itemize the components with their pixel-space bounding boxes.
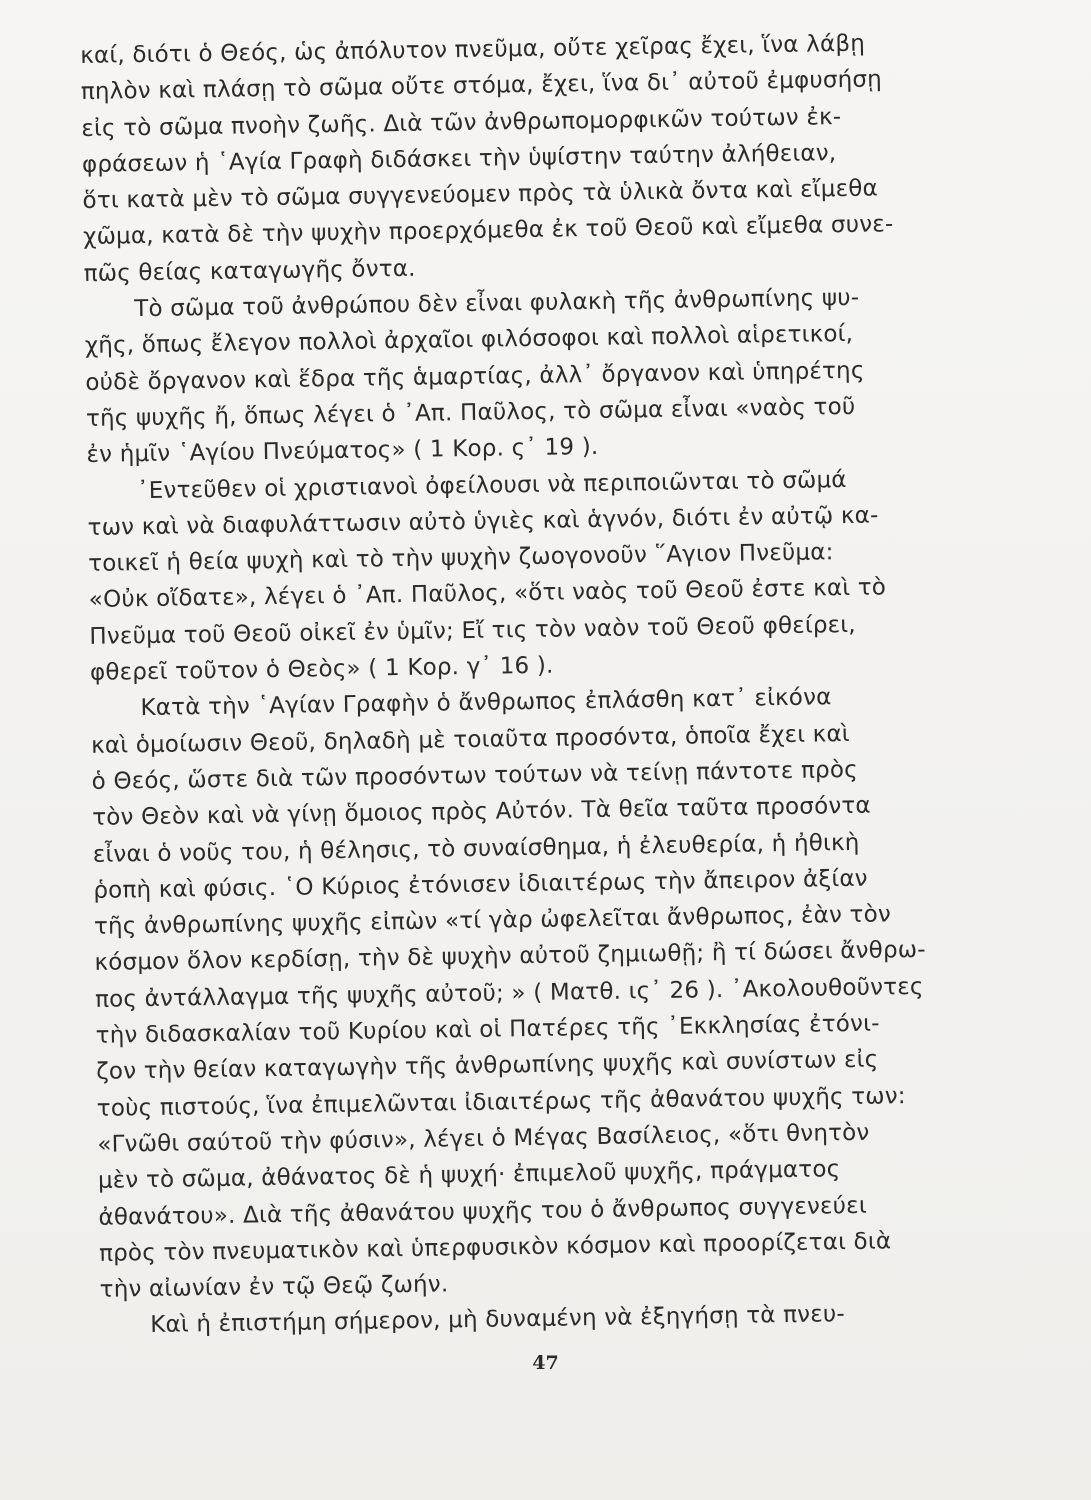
- text-line: τὴν αἰωνίαν ἐν τῷ Θεῷ ζωήν.: [99, 1271, 449, 1303]
- text-line: τῆς ἀνθρωπίνης ψυχῆς εἰπὼν «τί γὰρ ὠφελεῖται ἄνθρωπος, ἐὰν τὸν: [93, 901, 892, 941]
- paragraph-start-line: Κατὰ τὴν ῾Αγίαν Γραφὴν ὁ ἄνθρωπος ἐπλάσθη κατ᾽ εἰκόνα: [140, 684, 832, 722]
- paragraph-start-line: Τὸ σῶμα τοῦ ἀνθρώπου δὲν εἶναι φυλακὴ τῆς ἀνθρωπίνης ψυ-: [134, 284, 860, 323]
- paragraph-start-line: Καὶ ἡ ἐπιστήμη σήμερον, μὴ δυναμένη νὰ ἐξηγήσῃ τὰ πνευ-: [150, 1301, 846, 1339]
- text-line: ὅτι κατὰ μὲν τὸ σῶμα συγγενεύομεν πρὸς τὰ ὑλικὰ ὄντα καὶ εἴμεθα: [82, 175, 879, 215]
- text-line: Πνεῦμα τοῦ Θεοῦ οἰκεῖ ἐν ὑμῖν; Εἴ τις τὸν ναὸν τοῦ Θεοῦ φθείρει,: [89, 611, 856, 650]
- text-line: πῶς θείας καταγωγῆς ὄντα.: [83, 255, 416, 287]
- page-number: 47: [532, 1352, 559, 1374]
- text-line: εἰς τὸ σῶμα πνοὴν ζωῆς. Διὰ τῶν ἀνθρωπομορφικῶν τούτων ἐκ-: [81, 103, 842, 142]
- text-line: πος ἀντάλλαγμα τῆς ψυχῆς αὐτοῦ; » ( Ματθ. ις᾽ 26 ). ᾽Ακολουθοῦντες: [94, 973, 924, 1013]
- text-line: ζον τὴν θείαν καταγωγὴν τῆς ἀνθρωπίνης ψυχῆς καὶ συνίστων εἰς: [96, 1046, 879, 1086]
- text-line: χῆς, ὅπως ἔλεγον πολλοὶ ἀρχαῖοι φιλόσοφοι καὶ πολλοὶ αἱρετικοί,: [84, 321, 854, 360]
- text-line: «Γνῶθι σαύτοῦ τὴν φύσιν», λέγει ὁ Μέγας Βασίλειος, «ὅτι θνητὸν: [97, 1119, 870, 1158]
- text-line: καὶ ὁμοίωσιν Θεοῦ, δηλαδὴ μὲ τοιαῦτα προσόντα, ὁποῖα ἔχει καὶ: [90, 720, 851, 759]
- text-line: χῶμα, κατὰ δὲ τὴν ψυχὴν προερχόμεθα ἐκ τοῦ Θεοῦ καὶ εἴμεθα συνε-: [82, 211, 894, 251]
- body-text: [80, 24, 980, 1344]
- text-line: των καὶ νὰ διαφυλάττωσιν αὐτὸ ὑγιὲς καὶ ἁγνόν, διότι ἐν αὐτῷ κα-: [87, 502, 879, 541]
- text-line: τῆς ψυχῆς ἤ, ὅπως λέγει ὁ ᾽Απ. Παῦλος, τὸ σῶμα εἶναι «ναὸς τοῦ: [85, 393, 856, 432]
- text-line: φθερεῖ τοῦτον ὁ Θεὸς» ( 1 Κορ. γ᾽ 16 ).: [89, 652, 554, 686]
- text-line: καί, διότι ὁ Θεός, ὡς ἀπόλυτον πνεῦμα, οὔτε χεῖρας ἔχει, ἵνα λάβῃ: [80, 30, 866, 69]
- text-line: ῥοπὴ καὶ φύσις. ῾Ο Κύριος ἐτόνισεν ἰδιαιτέρως τὴν ἄπειρον ἀξίαν: [93, 865, 868, 904]
- text-line: φράσεων ἡ ῾Αγία Γραφὴ διδάσκει τὴν ὑψίστην ταύτην ἀλήθειαν,: [81, 140, 837, 178]
- text-line: κόσμον ὅλον κερδίσῃ, τὴν δὲ ψυχὴν αὐτοῦ ζημιωθῇ; ἢ τί δώσει ἄνθρω-: [94, 937, 926, 977]
- text-line: τοὺς πιστούς, ἵνα ἐπιμελῶνται ἰδιαιτέρως τῆς ἀθανάτου ψυχῆς των:: [96, 1082, 906, 1122]
- text-line: οὐδὲ ὄργανον καὶ ἕδρα τῆς ἁμαρτίας, ἀλλ᾽ ὄργανον καὶ ὑπηρέτης: [85, 357, 865, 396]
- text-line: πρὸς τὸν πνευματικὸν καὶ ὑπερφυσικὸν κόσμον καὶ προορίζεται διὰ: [98, 1228, 892, 1267]
- text-line: μὲν τὸ σῶμα, ἀθάνατος δὲ ἡ ψυχή· ἐπιμελοῦ ψυχῆς, πράγματος: [97, 1156, 841, 1195]
- paragraph-start-line: ᾽Εντεῦθεν οἱ χριστιανοὶ ὀφείλουσι νὰ περιποιῶνται τὸ σῶμά: [136, 466, 847, 504]
- text-line: τοικεῖ ἡ θεία ψυχὴ καὶ τὸ τὴν ψυχὴν ζωογονοῦν ῞Αγιον Πνεῦμα:: [88, 539, 834, 578]
- text-line: ἀθανάτου». Διὰ τῆς ἀθανάτου ψυχῆς του ὁ ἄνθρωπος συγγενεύει: [98, 1192, 868, 1231]
- text-line: «Οὐκ οἴδατε», λέγει ὁ ᾽Απ. Παῦλος, «ὅτι ναὸς τοῦ Θεοῦ ἐστε καὶ τὸ: [88, 574, 887, 614]
- text-line: πηλὸν καὶ πλάσῃ τὸ σῶμα οὔτε στόμα, ἔχει, ἵνα δι᾽ αὐτοῦ ἐμφυσήσῃ: [80, 66, 883, 106]
- text-line: τὴν διδασκαλίαν τοῦ Κυρίου καὶ οἱ Πατέρες τῆς ᾽Εκκλησίας ἐτόνι-: [95, 1010, 880, 1049]
- text-line: τὸν Θεὸν καὶ νὰ γίνῃ ὅμοιος πρὸς Αὐτόν. Τὰ θεῖα ταῦτα προσόντα: [92, 792, 872, 832]
- text-line: ἐν ἡμῖν ῾Αγίου Πνεύματος» ( 1 Κορ. ς᾽ 19 ).: [86, 434, 599, 469]
- text-line: ὁ Θεός, ὥστε διὰ τῶν προσόντων τούτων νὰ τείνῃ πάντοτε πρὸς: [91, 756, 859, 795]
- text-line: εἶναι ὁ νοῦς του, ἡ θέλησις, τὸ συναίσθημα, ἡ ἐλευθερία, ἡ ἠθικὴ: [92, 829, 860, 868]
